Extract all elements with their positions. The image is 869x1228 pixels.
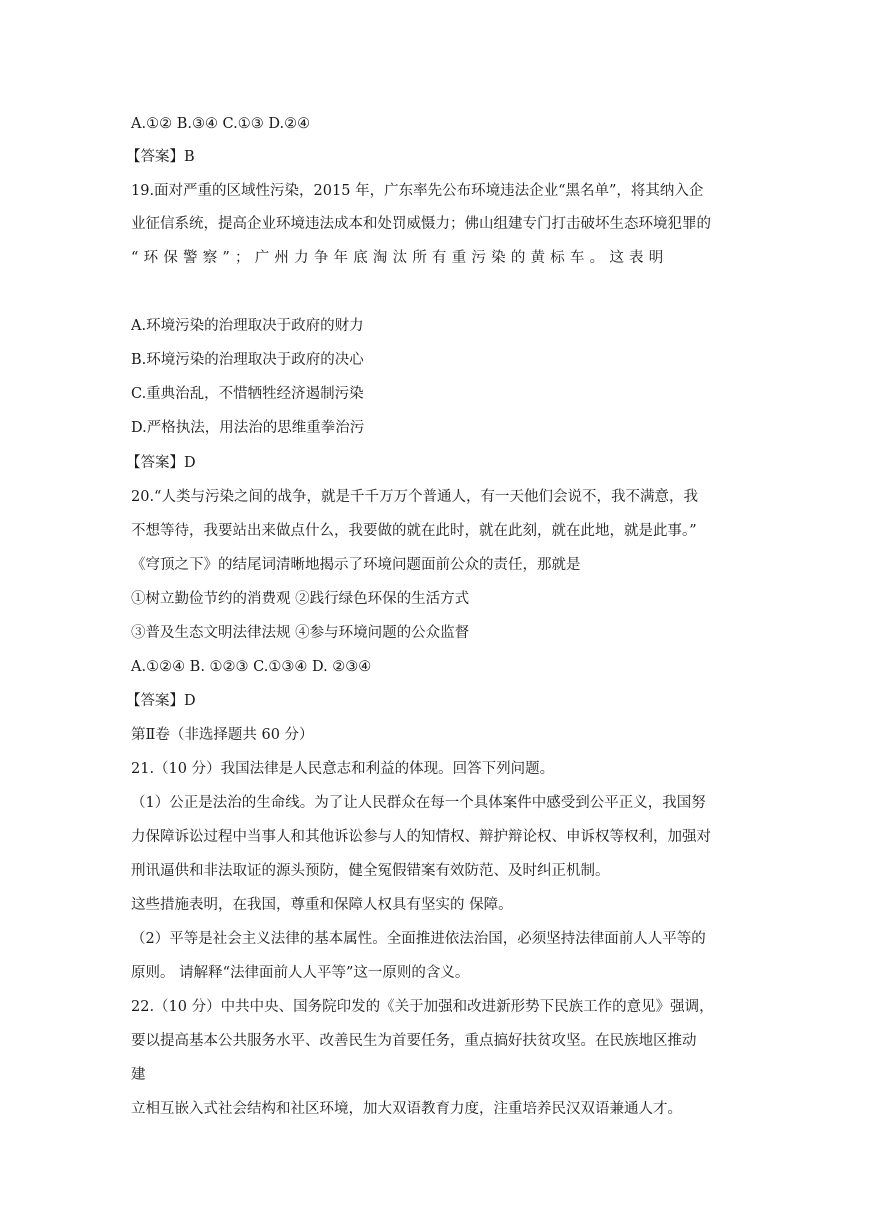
q20-options: A.①②④ B. ①②③ C.①③④ D. ②③④ [131, 659, 372, 675]
q18-options: A.①② B.③④ C.①③ D.②④ [131, 116, 311, 132]
q21-part-1-line-1: （1）公正是法治的生命线。为了让人民群众在每一个具体案件中感受到公平正义，我国努 [131, 795, 706, 811]
q21-part-1-line-3: 刑讯逼供和非法取证的源头预防，健全冤假错案有效防范、及时纠正机制。 [131, 863, 610, 879]
q19-stem-line-2: 业征信系统，提高企业环境违法成本和处罚威慑力；佛山组建专门打击破坏生态环境犯罪的 [131, 216, 711, 232]
q22-stem-line-2: 要以提高基本公共服务水平、改善民生为首要任务，重点搞好扶贫攻坚。在民族地区推动 [131, 1033, 697, 1049]
q19-answer: 【答案】D [126, 455, 196, 471]
section-2-heading: 第Ⅱ卷（非选择题共 60 分） [131, 727, 314, 743]
q19-stem-line-3: “环保警察”；广州力争年底淘汰所有重污染的黄标车。这表明 [131, 250, 669, 266]
q19-option-d: D.严格执法，用法治的思维重拳治污 [131, 420, 365, 436]
q18-answer: 【答案】B [126, 149, 195, 165]
q20-items-1-2: ①树立勤俭节约的消费观 ②践行绿色环保的生活方式 [131, 591, 470, 607]
q21-part-1-line-4: 这些措施表明，在我国，尊重和保障人权具有坚实的 保障。 [131, 897, 513, 913]
q19-option-b: B.环境污染的治理取决于政府的决心 [131, 352, 364, 368]
q19-stem-line-1: 19.面对严重的区域性污染，2015 年，广东率先公布环境违法企业“黑名单”，将其纳入企 [131, 183, 704, 199]
q21-part-2-line-1: （2）平等是社会主义法律的基本属性。全面推进依法治国，必须坚持法律面前人人平等的 [131, 931, 706, 947]
q21-stem: 21.（10 分）我国法律是人民意志和利益的体现。回答下列问题。 [131, 761, 555, 777]
q21-part-2-line-2: 原则。 请解释“法律面前人人平等”这一原则的含义。 [131, 965, 470, 981]
q20-stem-line-1: 20.“人类与污染之间的战争，就是千千万万个普通人，有一天他们会说不，我不满意，我 [131, 489, 698, 505]
q21-part-1-line-2: 力保障诉讼过程中当事人和其他诉讼参与人的知情权、辩护辩论权、申诉权等权利，加强对 [131, 829, 711, 845]
q19-option-a: A.环境污染的治理取决于政府的财力 [131, 318, 364, 334]
q22-stem-line-3: 建 [131, 1067, 146, 1083]
q20-answer: 【答案】D [126, 693, 196, 709]
q22-stem-line-1: 22.（10 分）中共中央、国务院印发的《关于加强和改进新形势下民族工作的意见》强调， [131, 999, 714, 1015]
q20-stem-line-2: 不想等待，我要站出来做点什么，我要做的就在此时，就在此刻，就在此地，就是此事。” [131, 523, 697, 539]
q22-stem-line-4: 立相互嵌入式社会结构和社区环境，加大双语教育力度，注重培养民汉双语兼通人才。 [131, 1101, 682, 1117]
q20-items-3-4: ③普及生态文明法律法规 ④参与环境问题的公众监督 [131, 625, 470, 641]
q20-stem-line-3: 《穹顶之下》的结尾词清晰地揭示了环境问题面前公众的责任，那就是 [131, 557, 581, 573]
q19-option-c: C.重典治乱，不惜牺牲经济遏制污染 [131, 386, 364, 402]
